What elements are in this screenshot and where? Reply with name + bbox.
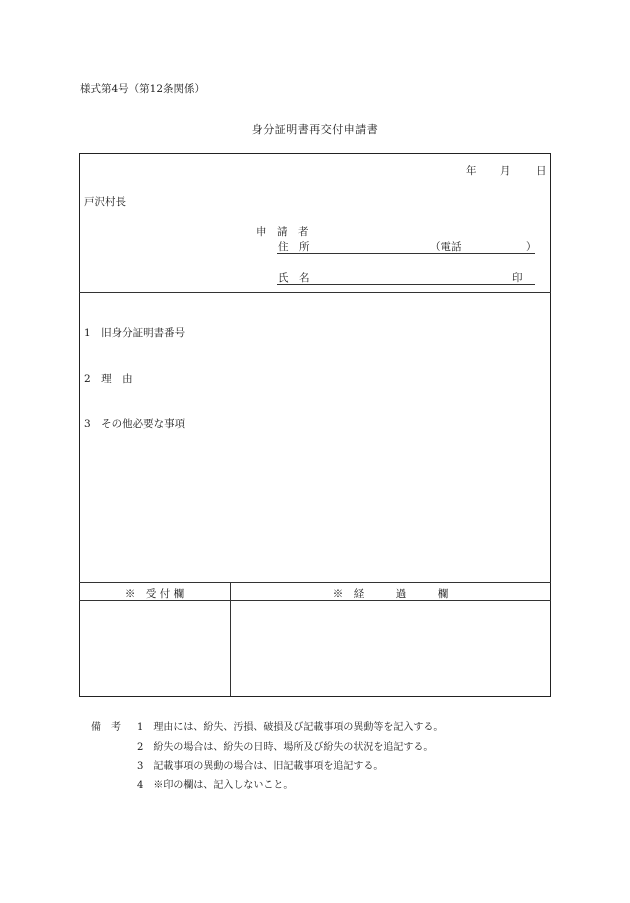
note-3: 3 記載事項の異動の場合は、旧記載事項を追記する。 — [137, 761, 384, 772]
address-underline — [277, 253, 535, 254]
phone-label: （電話 — [430, 241, 462, 253]
name-underline — [277, 284, 535, 285]
name-label: 氏 名 — [278, 272, 310, 284]
office-table-top — [79, 582, 551, 583]
address-label: 住 所 — [278, 241, 310, 253]
section-divider — [79, 292, 551, 293]
applicant-label: 申 請 者 — [256, 226, 309, 238]
note-1: 1 理由には、紛失、汚損、破損及び記載事項の異動等を記入する。 — [137, 722, 444, 733]
item-other-matters: 3 その他必要な事項 — [84, 418, 186, 430]
date-year-label: 年 — [466, 165, 477, 177]
notes-label: 備 考 — [91, 722, 121, 733]
phone-close: ） — [526, 241, 537, 253]
addressee: 戸沢村長 — [84, 196, 126, 208]
progress-column-header: ※ 経 過 欄 — [332, 588, 449, 600]
seal-mark: 印 — [512, 272, 523, 284]
form-number: 様式第4号（第12条関係） — [80, 83, 206, 95]
note-4: 4 ※印の欄は、記入しないこと。 — [137, 780, 294, 791]
note-2: 2 紛失の場合は、紛失の日時、場所及び紛失の状況を追記する。 — [137, 742, 434, 753]
item-old-id-number: 1 旧身分証明書番号 — [84, 327, 186, 339]
date-month-label: 月 — [500, 165, 511, 177]
reception-column-header: ※ 受 付 欄 — [124, 588, 185, 600]
document-title: 身分証明書再交付申請書 — [251, 123, 379, 136]
date-day-label: 日 — [536, 165, 547, 177]
item-reason: 2 理 由 — [84, 373, 133, 385]
